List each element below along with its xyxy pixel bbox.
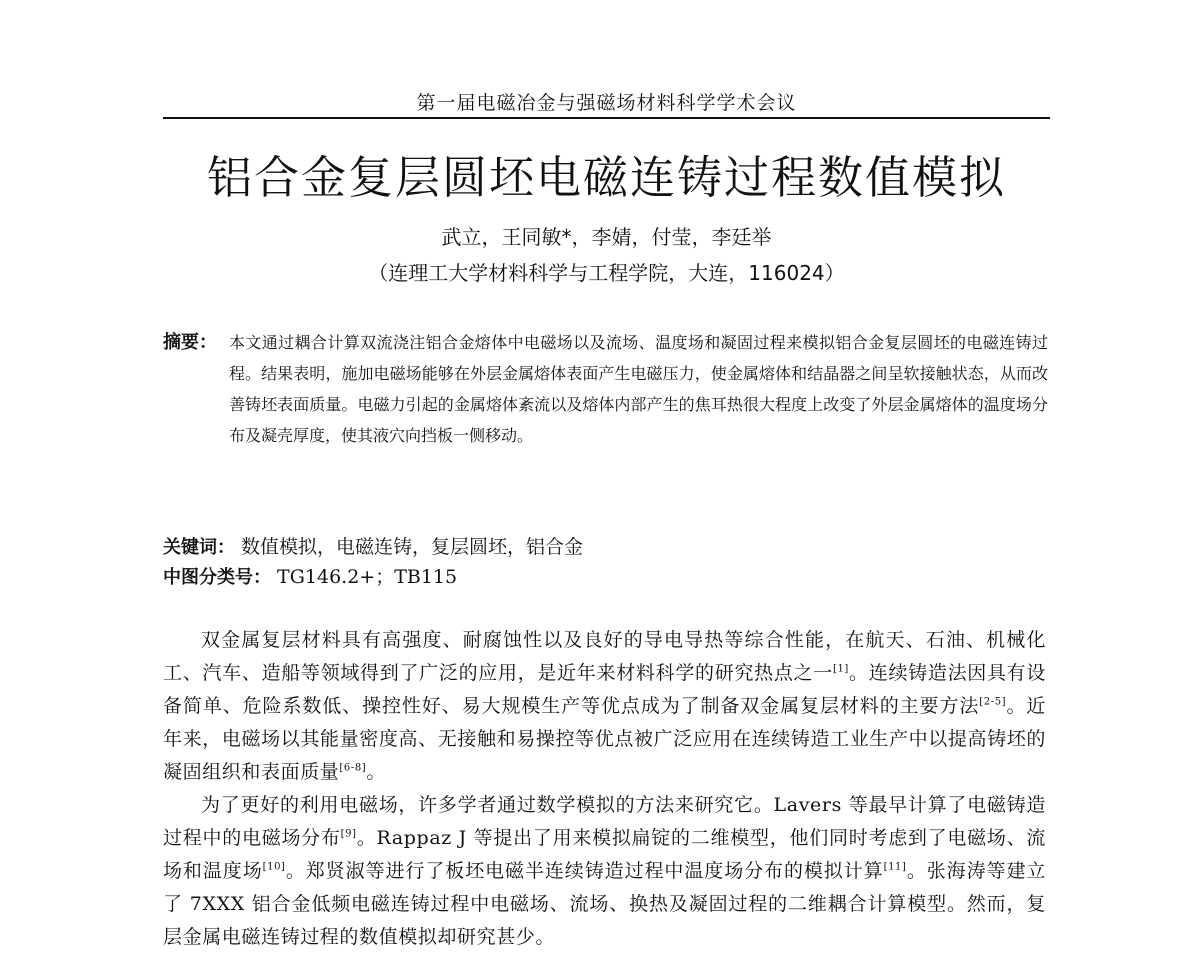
paragraph-text: 。	[366, 761, 386, 783]
paragraph-text: 双金属复层材料具有高强度、耐腐蚀性以及良好的导电导热等综合性能，在航天、石油、机械化工、汽车、造船等领域得到了广泛的应用，是近年来材料科学的研究热点之一	[163, 629, 1046, 684]
header-rule	[163, 117, 1050, 119]
paragraph-text: 。张海涛等建立了 7XXX 铝合金低频电磁连铸过程中电磁场、流场、换热及凝固过程的二维耦合计算模型。然而，复层金属电磁连铸过程的数值模拟却研究甚少。	[163, 860, 1046, 948]
paragraph-text: 。Rappaz J 等提出了用来模拟扁锭的二维模型，他们同时考虑到了电磁场、流场和温度场	[163, 827, 1046, 882]
paragraph-text: 。连续铸造法因具有设备简单、危险系数低、操控性好、易大规模生产等优点成为了制备双金属复层材料的主要方法	[163, 662, 1046, 717]
body-paragraph-2	[163, 789, 1046, 954]
citation-ref: [10]	[262, 861, 286, 873]
abstract	[163, 327, 1048, 451]
paragraph-text: 为了更好的利用电磁场，许多学者通过数学模拟的方法来研究它。Lavers 等最早计算了电磁铸造过程中的电磁场分布	[163, 794, 1046, 849]
body-text	[163, 624, 1046, 954]
citation-ref: [1]	[832, 663, 849, 675]
body-paragraph-1	[163, 624, 1046, 789]
conference-header: 第一届电磁冶金与强磁场材料科学学术会议	[416, 92, 797, 114]
keywords-line	[163, 533, 1048, 562]
classification-value: TG146.2+；TB115	[277, 566, 458, 588]
classification-line	[163, 563, 1048, 592]
keywords-label: 关键词：	[163, 537, 235, 558]
author-list: 武立，王同敏*，李婧，付莹，李廷举	[441, 225, 772, 249]
citation-ref: [9]	[340, 828, 357, 840]
abstract-text: 本文通过耦合计算双流浇注铝合金熔体中电磁场以及流场、温度场和凝固过程来模拟铝合金复层圆坯的电磁连铸过程。结果表明，施加电磁场能够在外层金属熔体表面产生电磁压力，使金属熔体和结晶器之间呈软接触状态，从而改善铸坯表面质量。电磁力引起的金属熔体紊流以及熔体内部产生的焦耳热很大程度上改变了外层金属熔体的温度场分布及凝壳厚度，使其液穴向挡板一侧移动。	[229, 333, 1048, 445]
affiliation: （连理工大学材料科学与工程学院，大连，116024）	[368, 261, 845, 285]
paper-title: 铝合金复层圆坯电磁连铸过程数值模拟	[206, 151, 1006, 204]
classification-label: 中图分类号：	[163, 567, 271, 588]
paragraph-text: 。近年来，电磁场以其能量密度高、无接触和易操控等优点被广泛应用在连续铸造工业生产中以提高铸坯的凝固组织和表面质量	[163, 695, 1046, 783]
citation-ref: [11]	[883, 861, 907, 873]
abstract-label: 摘要：	[163, 332, 217, 353]
citation-ref: [6-8]	[339, 762, 367, 774]
citation-ref: [2-5]	[979, 696, 1007, 708]
paragraph-text: 。郑贤淑等进行了板坯电磁半连续铸造过程中温度场分布的模拟计算	[285, 860, 884, 882]
keywords-value: 数值模拟，电磁连铸，复层圆坯，铝合金	[241, 536, 584, 558]
